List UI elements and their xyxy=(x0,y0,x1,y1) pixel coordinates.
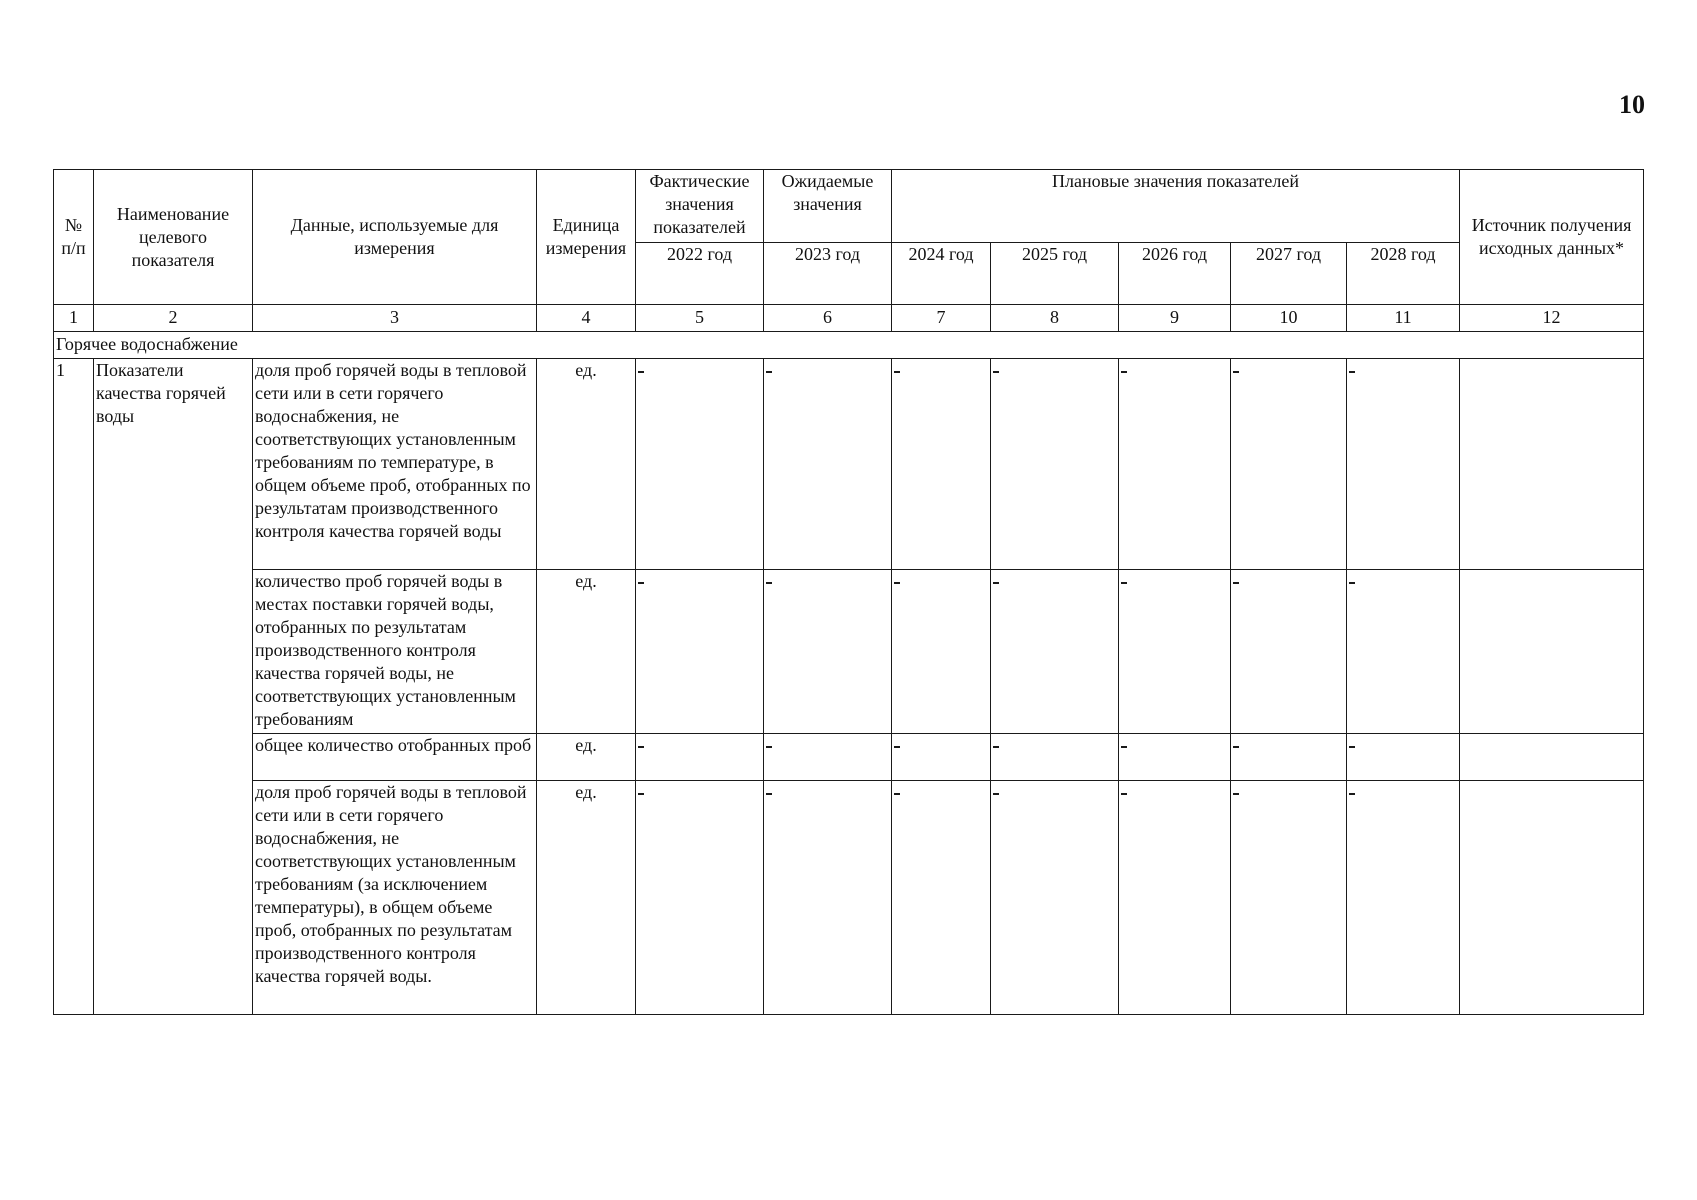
value-dash xyxy=(1231,734,1347,781)
section-row xyxy=(54,332,1644,359)
column-number-row xyxy=(54,305,1644,332)
year-2028: 2028 год xyxy=(1347,243,1460,305)
value-dash xyxy=(991,359,1119,570)
value-dash xyxy=(636,781,764,1015)
source-cell xyxy=(1460,570,1644,734)
value-dash xyxy=(1119,359,1231,570)
value-dash xyxy=(892,734,991,781)
header-planned: Плановые значения показателей xyxy=(892,170,1460,243)
table-row xyxy=(54,734,1644,781)
header-data: Данные, используемые для измерения xyxy=(253,170,537,305)
value-dash xyxy=(991,781,1119,1015)
column-number: 9 xyxy=(1119,305,1231,332)
header-num: № п/п xyxy=(54,170,94,305)
row-data-text: доля проб горячей воды в тепловой сети или в сети горячего водоснабжения, не соответствующих установленным требованиям по температуре, в общем объеме проб, отобранных по результатам производственного контроля качества горячей воды xyxy=(253,359,537,570)
column-number: 3 xyxy=(253,305,537,332)
row-unit: ед. xyxy=(537,570,636,734)
value-dash xyxy=(892,781,991,1015)
source-cell xyxy=(1460,359,1644,570)
column-number: 2 xyxy=(94,305,253,332)
column-number: 11 xyxy=(1347,305,1460,332)
column-number: 4 xyxy=(537,305,636,332)
value-dash xyxy=(764,359,892,570)
value-dash xyxy=(764,570,892,734)
value-dash xyxy=(1119,570,1231,734)
year-2024: 2024 год xyxy=(892,243,991,305)
column-number: 8 xyxy=(991,305,1119,332)
column-number: 1 xyxy=(54,305,94,332)
value-dash xyxy=(636,359,764,570)
value-dash xyxy=(1347,734,1460,781)
value-dash xyxy=(1119,781,1231,1015)
value-dash xyxy=(1231,570,1347,734)
value-dash xyxy=(1231,359,1347,570)
value-dash xyxy=(764,734,892,781)
value-dash xyxy=(1231,781,1347,1015)
value-dash xyxy=(636,734,764,781)
value-dash xyxy=(1347,570,1460,734)
year-2027: 2027 год xyxy=(1231,243,1347,305)
page-number: 10 xyxy=(1619,90,1645,119)
value-dash xyxy=(892,570,991,734)
row-unit: ед. xyxy=(537,734,636,781)
year-2025: 2025 год xyxy=(991,243,1119,305)
row-data-text: доля проб горячей воды в тепловой сети или в сети горячего водоснабжения, не соответствующих установленным требованиям (за исключением температуры), в общем объеме проб, отобранных по результатам производственного контроля качества горячей воды. xyxy=(253,781,537,1015)
value-dash xyxy=(1347,359,1460,570)
table-row xyxy=(54,781,1644,1015)
value-dash xyxy=(991,734,1119,781)
column-number: 12 xyxy=(1460,305,1644,332)
header-expected: Ожидаемые значения xyxy=(764,170,892,243)
header-actual: Фактические значения показателей xyxy=(636,170,764,243)
column-number: 6 xyxy=(764,305,892,332)
value-dash xyxy=(764,781,892,1015)
year-2023: 2023 год xyxy=(764,243,892,305)
indicators-table xyxy=(53,169,1644,1015)
row-data-text: общее количество отобранных проб xyxy=(253,734,537,781)
value-dash xyxy=(892,359,991,570)
value-dash xyxy=(1119,734,1231,781)
value-dash xyxy=(991,570,1119,734)
value-dash xyxy=(636,570,764,734)
group-number: 1 xyxy=(54,359,94,1015)
column-number: 7 xyxy=(892,305,991,332)
table-row xyxy=(54,570,1644,734)
row-unit: ед. xyxy=(537,359,636,570)
header-unit: Единица измерения xyxy=(537,170,636,305)
row-unit: ед. xyxy=(537,781,636,1015)
row-data-text: количество проб горячей воды в местах поставки горячей воды, отобранных по результатам производственного контроля качества горячей воды, не соответствующих установленным требованиям xyxy=(253,570,537,734)
source-cell xyxy=(1460,734,1644,781)
year-2026: 2026 год xyxy=(1119,243,1231,305)
value-dash xyxy=(1347,781,1460,1015)
column-number: 5 xyxy=(636,305,764,332)
section-title: Горячее водоснабжение xyxy=(54,332,1644,359)
table-row xyxy=(54,359,1644,570)
year-2022: 2022 год xyxy=(636,243,764,305)
header-source: Источник получения исходных данных* xyxy=(1460,170,1644,305)
column-number: 10 xyxy=(1231,305,1347,332)
group-name: Показатели качества горячей воды xyxy=(94,359,253,1015)
header-name: Наименование целевого показателя xyxy=(94,170,253,305)
source-cell xyxy=(1460,781,1644,1015)
